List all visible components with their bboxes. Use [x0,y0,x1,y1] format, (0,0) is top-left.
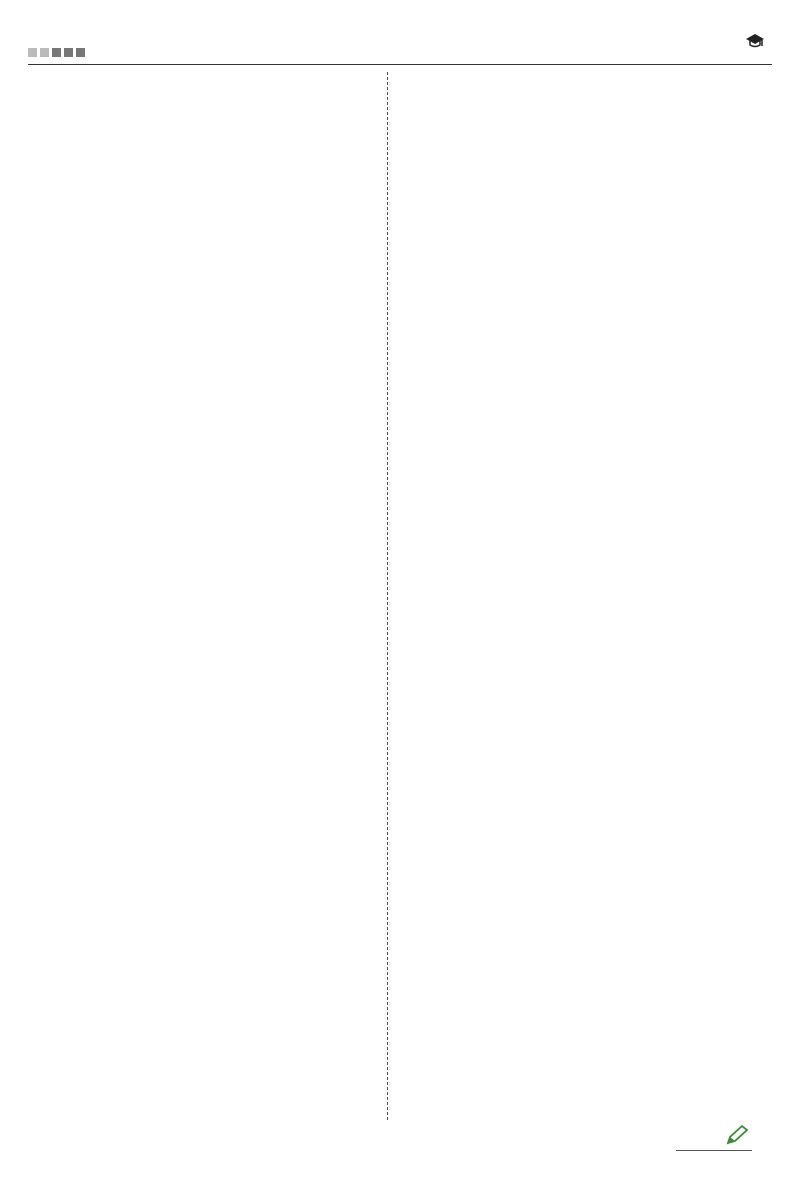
page-header [0,0,800,72]
graduation-cap-icon [744,30,766,52]
footer-rule [676,1150,752,1151]
decor-square [40,48,49,57]
header-decoration [28,48,85,57]
decor-square [28,48,37,57]
header-rule [28,64,772,65]
column-divider [387,72,388,1120]
pencil-icon [724,1124,750,1146]
decor-square [52,48,61,57]
decor-square [64,48,73,57]
decor-square [76,48,85,57]
